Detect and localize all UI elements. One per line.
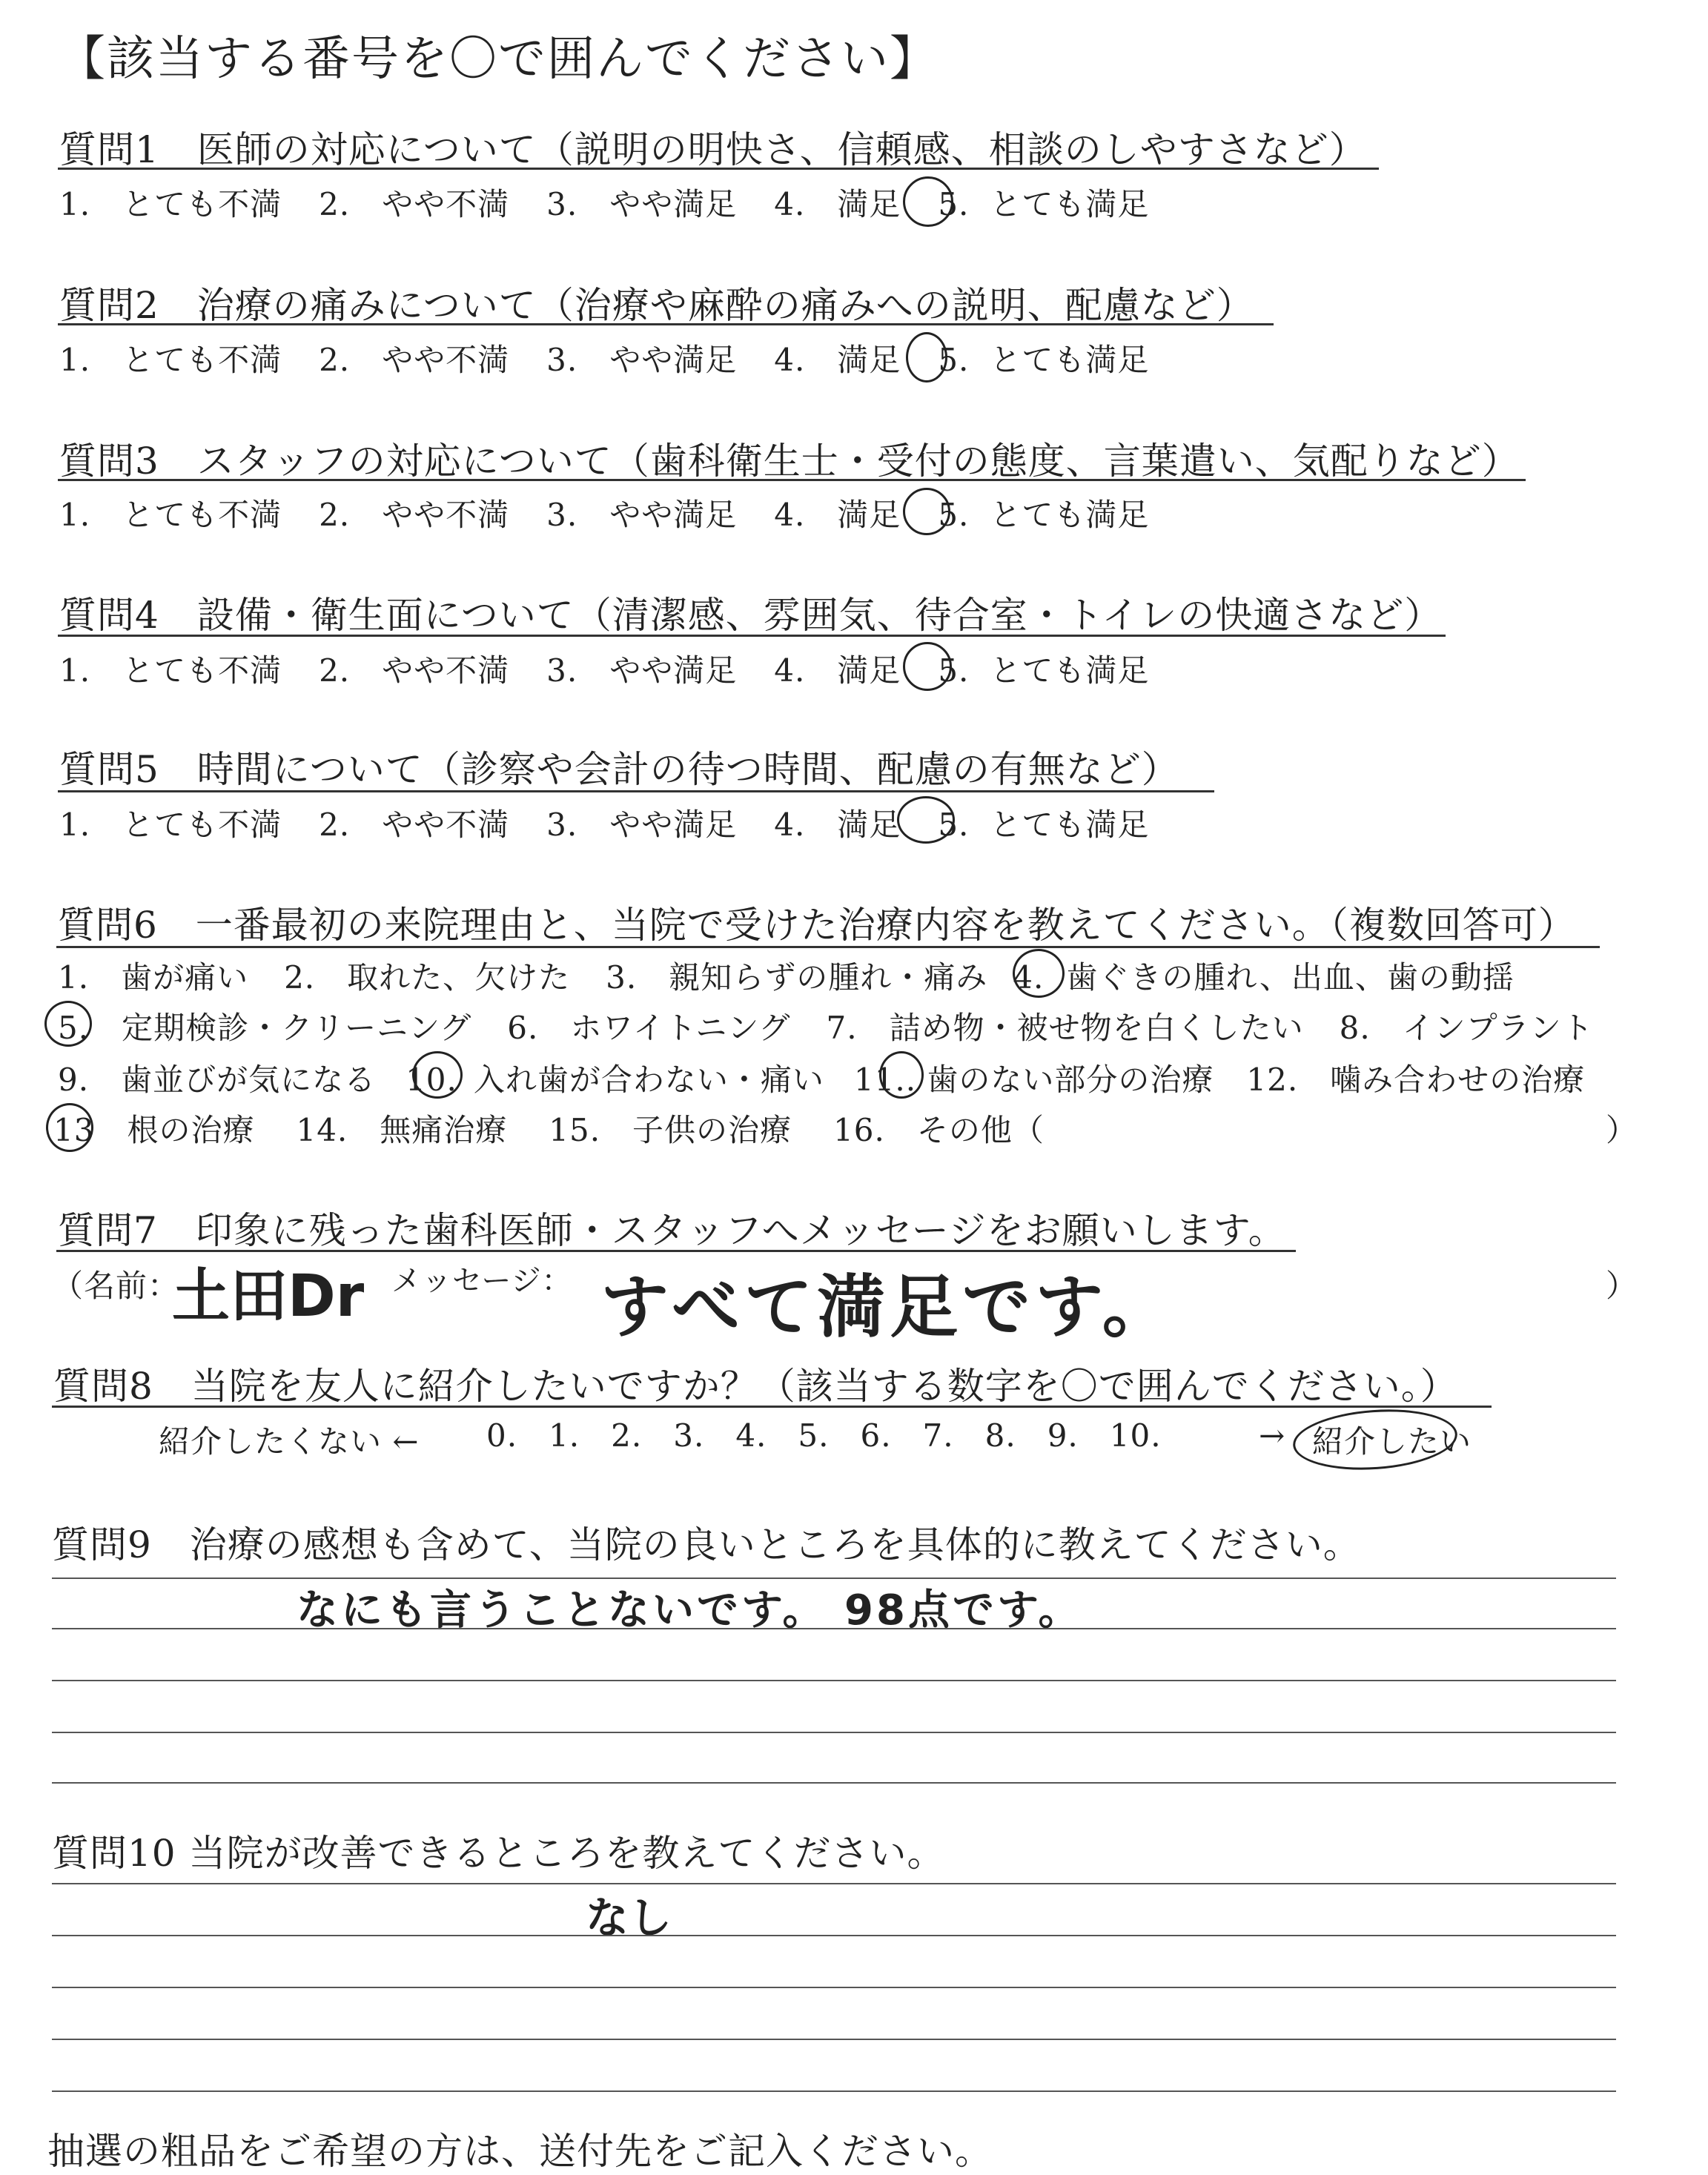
message-label: メッセージ： bbox=[391, 1264, 572, 1298]
page-heading: 【該当する番号を〇で囲んでください】 bbox=[58, 32, 939, 87]
answer-line bbox=[52, 1883, 1616, 1884]
option-2[interactable]: 2. やや不満 bbox=[319, 652, 510, 689]
reason-13[interactable]: 13 bbox=[53, 1112, 95, 1148]
option-4[interactable]: 4. 満足 bbox=[774, 807, 901, 843]
reason-10-label: 入れ歯が合わない・痛い bbox=[473, 1062, 824, 1098]
question-5-title: 質問5 時間について（診察や会計の待つ時間、配慮の有無など） bbox=[59, 748, 1179, 791]
option-2[interactable]: 2. やや不満 bbox=[319, 342, 510, 378]
message-close-paren: ） bbox=[1606, 1268, 1638, 1304]
option-5-label: とても満足 bbox=[990, 342, 1150, 378]
message-handwritten[interactable]: すべて満足です。 bbox=[600, 1268, 1175, 1347]
option-4[interactable]: 4. 満足 bbox=[774, 186, 901, 222]
reason-1[interactable]: 1. 歯が痛い bbox=[58, 959, 249, 996]
question-3-title: 質問3 スタッフの対応について（歯科衛生士・受付の態度、言葉遣い、気配りなど） bbox=[59, 440, 1520, 483]
question-6-title: 質問6 一番最初の来院理由と、当院で受けた治療内容を教えてください。（複数回答可） bbox=[58, 904, 1576, 947]
scale-8[interactable]: 8. bbox=[984, 1417, 1016, 1454]
name-handwritten[interactable]: 土田Dr bbox=[172, 1263, 365, 1330]
option-2[interactable]: 2. やや不満 bbox=[319, 186, 510, 222]
name-label: （名前： bbox=[52, 1268, 180, 1304]
question-2-title: 質問2 治療の痛みについて（治療や麻酔の痛みへの説明、配慮など） bbox=[59, 284, 1254, 327]
question-9-answer-handwritten[interactable]: なにも言うことないです。 98点です。 bbox=[297, 1586, 1083, 1635]
question-8-title: 質問8 当院を友人に紹介したいですか？（該当する数字を〇で囲んでください。） bbox=[53, 1365, 1458, 1408]
reason-5-selection-circle bbox=[44, 1001, 92, 1047]
option-2[interactable]: 2. やや不満 bbox=[319, 807, 510, 843]
answer-line bbox=[52, 2090, 1616, 2092]
reason-5[interactable]: 5. bbox=[58, 1010, 90, 1046]
reason-12[interactable]: 12. 噛み合わせの治療 bbox=[1246, 1062, 1586, 1098]
question-4-selection-circle bbox=[903, 642, 952, 691]
option-5-label: とても満足 bbox=[990, 186, 1150, 222]
option-1[interactable]: 1. とても不満 bbox=[59, 497, 282, 533]
option-4[interactable]: 4. 満足 bbox=[774, 342, 901, 378]
reason-14[interactable]: 14. 無痛治療 bbox=[296, 1112, 508, 1148]
question-1-underline bbox=[58, 168, 1379, 170]
option-2[interactable]: 2. やや不満 bbox=[319, 497, 510, 533]
scale-1[interactable]: 1. bbox=[549, 1417, 580, 1454]
question-2-underline bbox=[58, 323, 1274, 325]
option-5[interactable]: 5. bbox=[938, 342, 970, 378]
reason-6[interactable]: 6. ホワイトニング bbox=[507, 1010, 791, 1046]
answer-line bbox=[52, 1782, 1616, 1784]
option-3[interactable]: 3. やや満足 bbox=[546, 342, 738, 378]
scale-2[interactable]: 2. bbox=[611, 1417, 643, 1454]
question-3-underline bbox=[58, 479, 1526, 481]
question-4-title: 質問4 設備・衛生面について（清潔感、雰囲気、待合室・トイレの快適さなど） bbox=[59, 594, 1443, 637]
question-3-selection-circle bbox=[903, 488, 950, 535]
reason-11-selection-circle bbox=[879, 1051, 924, 1099]
scale-0[interactable]: 0. bbox=[486, 1417, 518, 1454]
reason-5-label: 定期検診・クリーニング bbox=[122, 1010, 472, 1046]
footer-instruction: 抽選の粗品をご希望の方は、送付先をご記入ください。 bbox=[47, 2130, 993, 2173]
option-5[interactable]: 5. bbox=[938, 186, 970, 222]
question-5-underline bbox=[58, 790, 1214, 792]
question-1-options bbox=[59, 180, 1149, 225]
question-6-underline bbox=[56, 946, 1600, 948]
scale-7[interactable]: 7. bbox=[922, 1417, 954, 1454]
question-6-row-2 bbox=[58, 1004, 1594, 1048]
reason-10[interactable]: 10. bbox=[406, 1062, 457, 1098]
reason-4-label: 歯ぐきの腫れ、出血、歯の動揺 bbox=[1066, 959, 1515, 996]
reason-3[interactable]: 3. 親知らずの腫れ・痛み bbox=[606, 959, 988, 996]
option-1[interactable]: 1. とても不満 bbox=[59, 342, 282, 378]
option-3[interactable]: 3. やや満足 bbox=[546, 652, 738, 689]
option-5-label: とても満足 bbox=[990, 497, 1150, 533]
question-9-title: 質問9 治療の感想も含めて、当院の良いところを具体的に教えてください。 bbox=[52, 1523, 1361, 1566]
answer-line bbox=[52, 1732, 1616, 1733]
scale-5[interactable]: 5. bbox=[798, 1417, 830, 1454]
question-5-selection-circle bbox=[897, 796, 955, 844]
question-8-underline bbox=[52, 1406, 1492, 1408]
referral-arrow: → bbox=[1259, 1417, 1286, 1454]
answer-line bbox=[52, 1680, 1616, 1681]
option-4[interactable]: 4. 満足 bbox=[774, 497, 901, 533]
reason-11[interactable]: 11. bbox=[853, 1062, 906, 1098]
scale-6[interactable]: 6. bbox=[860, 1417, 892, 1454]
question-2-options bbox=[59, 336, 1149, 380]
reason-2[interactable]: 2. 取れた、欠けた bbox=[284, 959, 571, 996]
question-6-row-4 bbox=[53, 1106, 1045, 1151]
scale-9[interactable]: 9. bbox=[1047, 1417, 1079, 1454]
question-6-row-3 bbox=[58, 1056, 1585, 1100]
option-4[interactable]: 4. 満足 bbox=[774, 652, 901, 689]
reason-4[interactable]: 4. bbox=[1013, 959, 1045, 996]
reason-15[interactable]: 15. 子供の治療 bbox=[549, 1112, 792, 1148]
option-1[interactable]: 1. とても不満 bbox=[59, 652, 282, 689]
question-10-answer-handwritten[interactable]: なし bbox=[586, 1893, 672, 1943]
option-1[interactable]: 1. とても不満 bbox=[59, 807, 282, 843]
question-1-selection-circle bbox=[903, 176, 953, 227]
option-1[interactable]: 1. とても不満 bbox=[59, 186, 282, 222]
referral-scale-left-label: 紹介したくない ← bbox=[159, 1423, 420, 1460]
option-5-label: とても満足 bbox=[990, 807, 1150, 843]
question-4-underline bbox=[58, 635, 1446, 637]
option-5-label: とても満足 bbox=[990, 652, 1150, 689]
reason-8[interactable]: 8. インプラント bbox=[1339, 1010, 1594, 1046]
option-3[interactable]: 3. やや満足 bbox=[546, 186, 738, 222]
scale-3[interactable]: 3. bbox=[673, 1417, 705, 1454]
question-6-row-1 bbox=[58, 953, 1515, 998]
option-3[interactable]: 3. やや満足 bbox=[546, 807, 738, 843]
reason-11-label: . 歯のない部分の治療 bbox=[905, 1062, 1214, 1098]
question-1-title: 質問1 医師の対応について（説明の明快さ、信頼感、相談のしやすさなど） bbox=[59, 128, 1367, 171]
option-5[interactable]: 5. bbox=[938, 652, 970, 689]
reason-16-close-paren: ） bbox=[1606, 1112, 1638, 1148]
question-2-selection-circle bbox=[906, 332, 947, 383]
referral-scale-right-label[interactable]: 紹介したい bbox=[1312, 1423, 1472, 1460]
scale-4[interactable]: 4. bbox=[735, 1417, 767, 1454]
answer-line bbox=[52, 1987, 1616, 1988]
reason-16[interactable]: 16. その他（ bbox=[833, 1112, 1045, 1148]
referral-selection-circle bbox=[1291, 1404, 1459, 1474]
question-3-options bbox=[59, 491, 1149, 535]
question-5-options bbox=[59, 801, 1149, 845]
question-4-options bbox=[59, 646, 1149, 691]
option-5[interactable]: 5. bbox=[938, 497, 970, 533]
reason-13-selection-circle bbox=[46, 1103, 93, 1152]
reason-13-label: 根の治療 bbox=[127, 1112, 255, 1148]
option-3[interactable]: 3. やや満足 bbox=[546, 497, 738, 533]
question-7-title: 質問7 印象に残った歯科医師・スタッフへメッセージをお願いします。 bbox=[58, 1209, 1286, 1252]
reason-9[interactable]: 9. 歯並びが気になる bbox=[58, 1062, 377, 1098]
reason-10-selection-circle bbox=[412, 1051, 463, 1099]
scale-10[interactable]: 10. bbox=[1109, 1417, 1162, 1454]
answer-line bbox=[52, 1935, 1616, 1936]
reason-4-selection-circle bbox=[1013, 949, 1065, 998]
option-5[interactable]: 5. bbox=[938, 807, 970, 843]
answer-line bbox=[52, 1628, 1616, 1629]
referral-scale bbox=[486, 1417, 1162, 1454]
answer-line bbox=[52, 2039, 1616, 2040]
question-10-title: 質問10 当院が改善できるところを教えてください。 bbox=[52, 1832, 945, 1875]
reason-7[interactable]: 7. 詰め物・被せ物を白くしたい bbox=[826, 1010, 1304, 1046]
